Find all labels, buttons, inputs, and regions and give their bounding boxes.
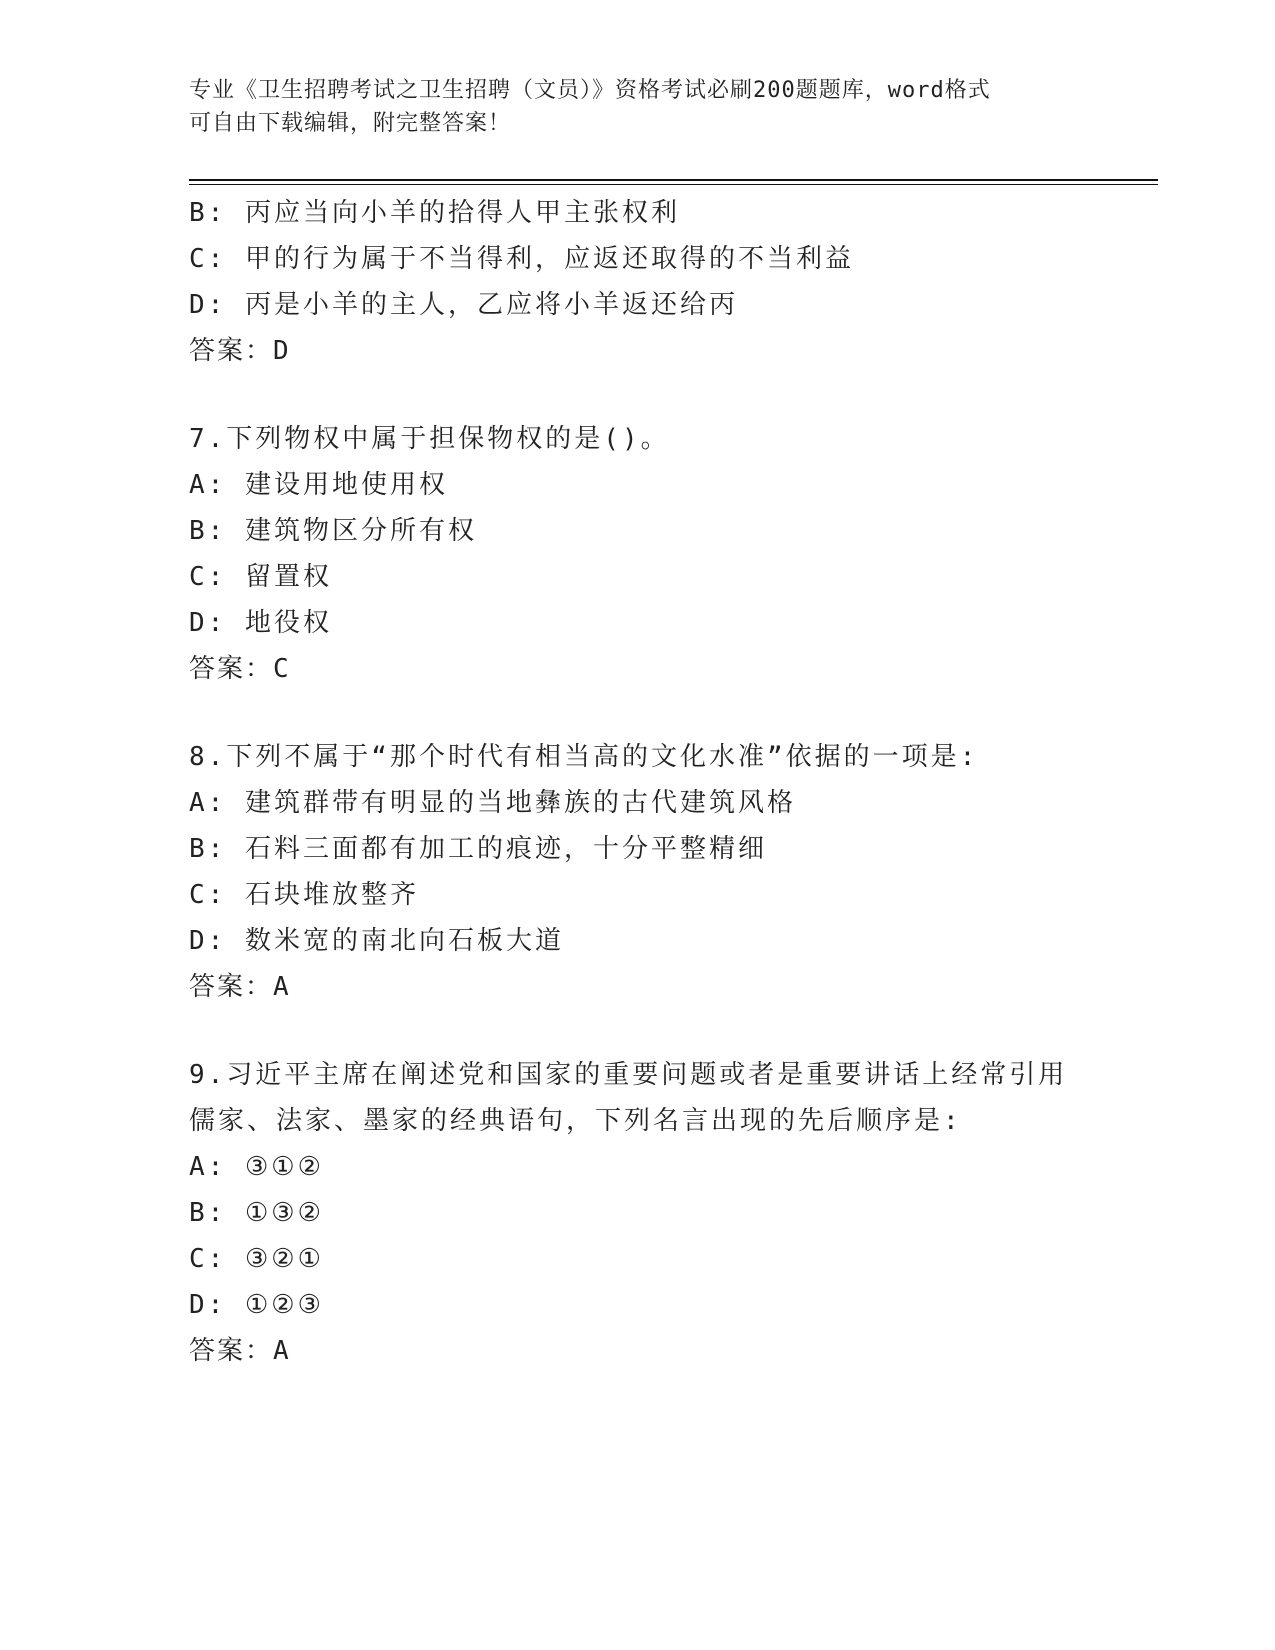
question-9 bbox=[189, 1052, 1158, 1374]
question-stem: 8.下列不属于“那个时代有相当高的文化水准”依据的一项是: bbox=[189, 742, 979, 772]
option-d: D: 丙是小羊的主人，乙应将小羊返还给丙 bbox=[189, 290, 738, 320]
option-c: C: 石块堆放整齐 bbox=[189, 880, 419, 910]
answer: 答案：D bbox=[189, 336, 291, 366]
option-b: B: 建筑物区分所有权 bbox=[189, 516, 477, 546]
document-header bbox=[189, 74, 1089, 140]
header-line-2: 可自由下载编辑，附完整答案！ bbox=[189, 111, 512, 136]
option-d: D: 地役权 bbox=[189, 608, 332, 638]
question-6-continued bbox=[189, 190, 1158, 374]
option-a: A: 建筑群带有明显的当地彝族的古代建筑风格 bbox=[189, 788, 796, 818]
question-stem-line-2: 儒家、法家、墨家的经典语句，下列名言出现的先后顺序是: bbox=[189, 1106, 962, 1136]
header-divider-thin bbox=[189, 184, 1158, 185]
question-8 bbox=[189, 734, 1158, 1010]
question-content bbox=[189, 190, 1158, 1374]
option-a: A: ③①② bbox=[189, 1152, 324, 1182]
option-b: B: ①③② bbox=[189, 1198, 324, 1228]
option-b: B: 石料三面都有加工的痕迹，十分平整精细 bbox=[189, 834, 767, 864]
option-c: C: 甲的行为属于不当得利，应返还取得的不当利益 bbox=[189, 244, 854, 274]
answer: 答案：A bbox=[189, 1336, 291, 1366]
option-c: C: ③②① bbox=[189, 1244, 324, 1274]
option-d: D: ①②③ bbox=[189, 1290, 324, 1320]
option-a: A: 建设用地使用权 bbox=[189, 470, 448, 500]
header-line-1: 专业《卫生招聘考试之卫生招聘（文员）》资格考试必刷200题题库，word格式 bbox=[189, 78, 991, 103]
header-divider-thick bbox=[189, 179, 1158, 181]
question-stem: 7.下列物权中属于担保物权的是()。 bbox=[189, 424, 670, 454]
option-b: B: 丙应当向小羊的拾得人甲主张权利 bbox=[189, 198, 680, 228]
option-c: C: 留置权 bbox=[189, 562, 332, 592]
answer: 答案：A bbox=[189, 972, 291, 1002]
option-d: D: 数米宽的南北向石板大道 bbox=[189, 926, 564, 956]
question-7 bbox=[189, 416, 1158, 692]
question-stem-line-1: 9.习近平主席在阐述党和国家的重要问题或者是重要讲话上经常引用 bbox=[189, 1060, 1068, 1090]
answer: 答案：C bbox=[189, 654, 291, 684]
